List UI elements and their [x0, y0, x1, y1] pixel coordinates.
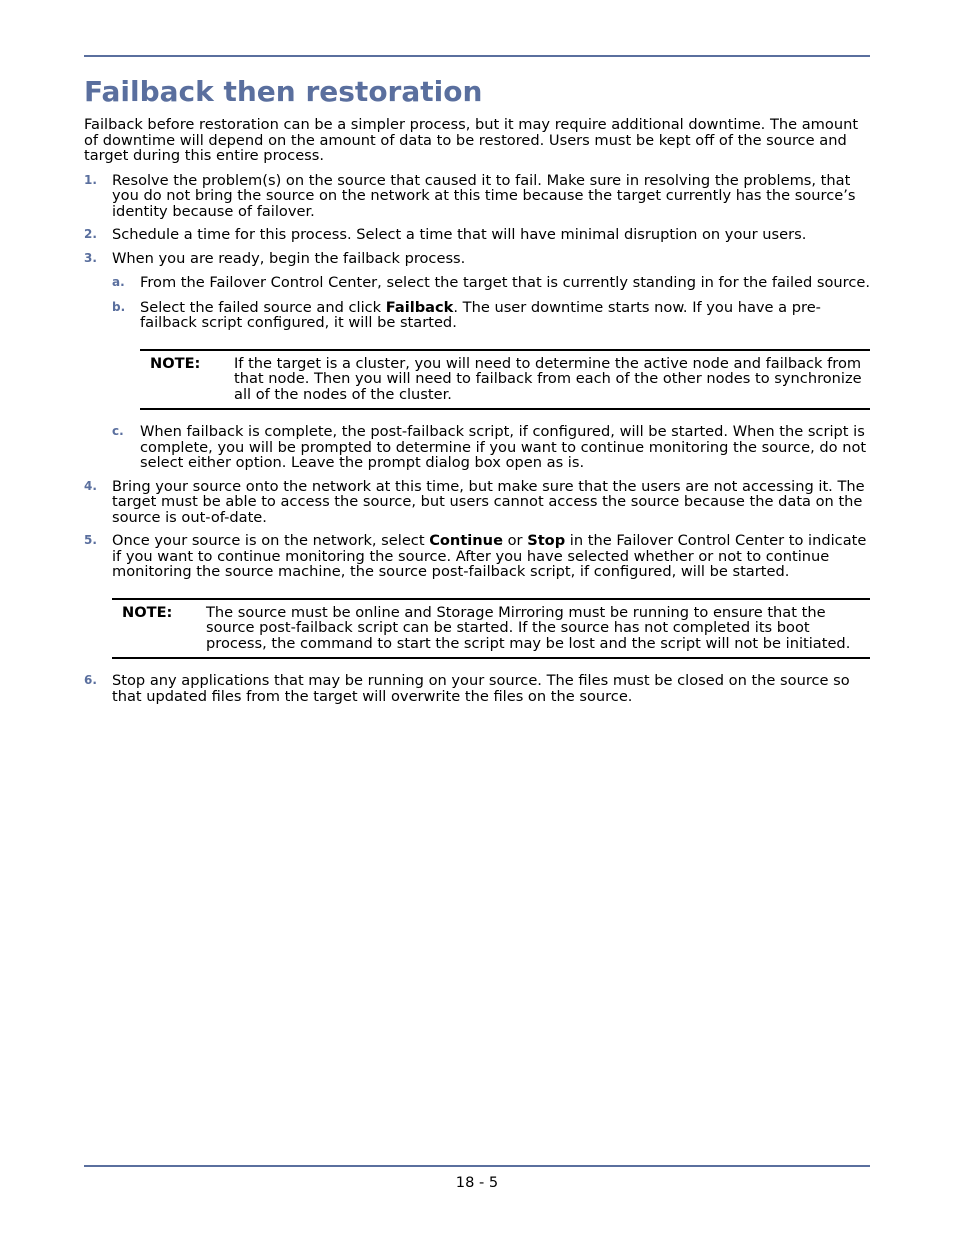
step-text: When you are ready, begin the failback process.	[112, 249, 466, 267]
page-title: Failback then restoration	[84, 75, 483, 108]
step-2	[84, 227, 870, 243]
substep-c	[112, 424, 870, 471]
step-text: Schedule a time for this process. Select a time that will have minimal disruption on your users.	[112, 226, 807, 243]
step-number: 3.	[84, 250, 97, 265]
step-4	[84, 479, 870, 526]
step-number: 2.	[84, 227, 97, 241]
intro-paragraph: Failback before restoration can be a simpler process, but it may require additional downtime. The amount of downtime will depend on the amount of data to be restored. Users must be kept off of the source and target during this entire process.	[84, 116, 859, 164]
substep-b	[112, 300, 870, 331]
stop-term: Stop	[527, 532, 566, 549]
step-text: Stop any applications that may be running on your source. The files must be closed on the source so that updated files from the target will overwrite the files on the source.	[112, 672, 850, 705]
continue-term: Continue	[429, 532, 503, 549]
substep-text: When failback is complete, the post-failback script, if configured, will be started. When the script is complete, you will be prompted to determine if you want to continue monitoring the source, do not select either option. Leave the prompt dialog box open as is.	[140, 423, 867, 471]
step-text: Once your source is on the network, select Continue or Stop in the Failover Control Center to indicate if you want to continue monitoring the source. After you have selected whether or not to continue monitoring the source machine, the source post-failback script, if configured, will be started.	[112, 532, 867, 580]
note-cluster	[140, 349, 870, 411]
step-number: 4.	[84, 478, 97, 493]
document-body	[84, 117, 870, 704]
header-rule	[84, 55, 870, 57]
substep-text: From the Failover Control Center, select the target that is currently standing in for the failed source.	[140, 274, 871, 291]
step-1	[84, 173, 870, 220]
substep-letter: c.	[112, 424, 124, 438]
substep-letter: a.	[112, 275, 125, 289]
step-6	[84, 673, 870, 704]
note-text: The source must be online and Storage Mirroring must be running to ensure that the source post-failback script can be started. If the source has not completed its boot process, the command to start the script may be lost and the script will not be initiated.	[206, 603, 851, 652]
step-number: 6.	[84, 673, 97, 687]
substep-letter: b.	[112, 299, 126, 314]
step-number: 1.	[84, 172, 97, 187]
substep-text: Select the failed source and click Failback. The user downtime starts now. If you have a pre-failback script configured, it will be started.	[140, 298, 821, 331]
page-number: 18 - 5	[455, 1174, 499, 1191]
step-5	[84, 533, 870, 580]
failback-term: Failback	[385, 298, 454, 316]
step-number: 5.	[84, 533, 97, 547]
step-text: Resolve the problem(s) on the source that caused it to fail. Make sure in resolving the problems, that you do not bring the source on the network at this time because the target currently has the source’s identity because of failover.	[112, 171, 856, 220]
footer-rule	[84, 1165, 870, 1167]
note-text: If the target is a cluster, you will need to determine the active node and failback from that node. Then you will need to failback from each of the other nodes to synchronize all of the nodes of the cluster.	[234, 354, 862, 403]
step-3	[84, 251, 870, 267]
substep-a	[112, 275, 870, 291]
step-text: Bring your source onto the network at this time, but make sure that the users are not accessing it. The target must be able to access the source, but users cannot access the source because the data on the source is out-of-date.	[112, 477, 865, 526]
note-label: NOTE:	[150, 354, 201, 372]
note-online	[112, 598, 870, 660]
note-label: NOTE:	[122, 603, 173, 621]
